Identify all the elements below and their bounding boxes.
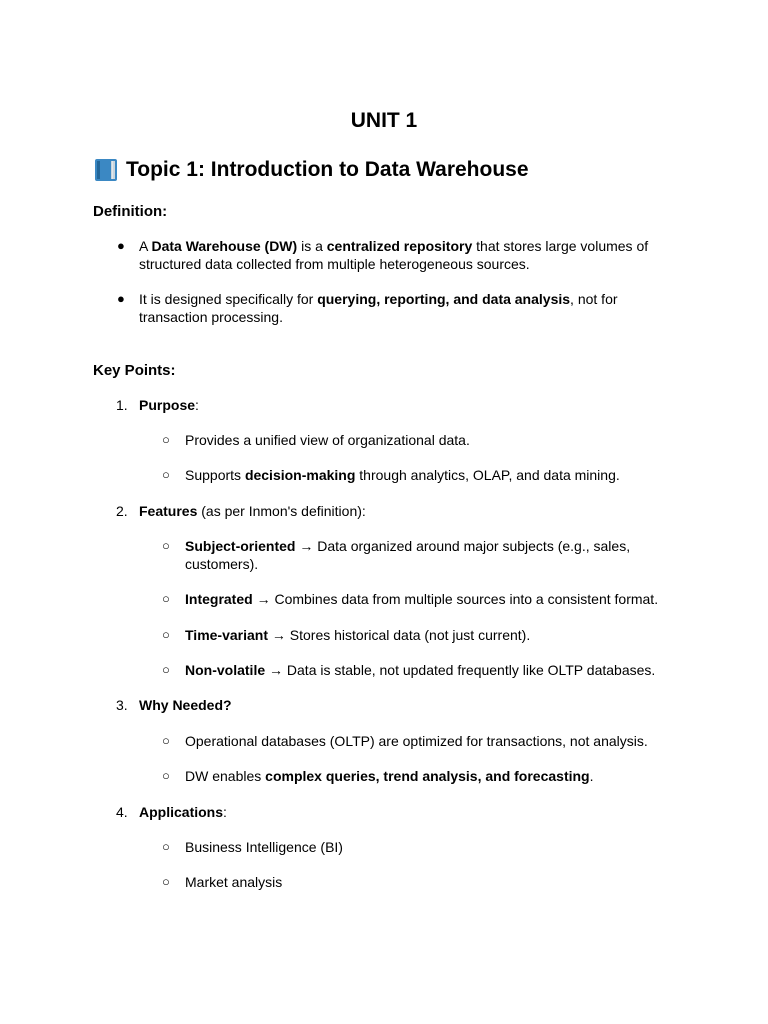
sub-bullet-marker: ○: [162, 627, 170, 642]
bullet-marker: ●: [117, 238, 125, 253]
key-points-heading: Key Points:: [93, 362, 176, 379]
sub-bullet-marker: ○: [162, 874, 170, 889]
sub-bullet-marker: ○: [162, 467, 170, 482]
sub-bullet-marker: ○: [162, 768, 170, 783]
sub-list-item: [162, 626, 682, 644]
sub-list-item: [162, 590, 682, 608]
topic-title-text: Topic 1: Introduction to Data Warehouse: [126, 158, 529, 181]
sub-list-item: [162, 838, 682, 856]
sub-item-text: Subject-oriented → Data organized around major subjects (e.g., sales, customers).: [185, 538, 631, 572]
sub-list-item: [162, 537, 682, 573]
sub-bullet-marker: ○: [162, 432, 170, 447]
sub-list-item: [162, 661, 682, 679]
sub-bullet-marker: ○: [162, 591, 170, 606]
bullet-marker: ●: [117, 291, 125, 306]
item-text: Purpose:: [139, 397, 199, 413]
topic-title: [94, 156, 529, 184]
item-number: 2.: [116, 503, 128, 519]
sub-item-text: Business Intelligence (BI): [185, 839, 343, 855]
sub-item-text: Operational databases (OLTP) are optimized for transactions, not analysis.: [185, 733, 648, 749]
bullet-text: A Data Warehouse (DW) is a centralized repository that stores large volumes of structured data collected from multiple heterogeneous sources.: [139, 238, 649, 272]
sub-bullet-marker: ○: [162, 733, 170, 748]
definition-bullet: [117, 290, 677, 326]
sub-bullet-marker: ○: [162, 839, 170, 854]
sub-item-text: Market analysis: [185, 874, 283, 890]
item-text: Why Needed?: [139, 697, 232, 713]
item-number: 4.: [116, 804, 128, 820]
sub-item-text: Provides a unified view of organizational data.: [185, 432, 470, 448]
numbered-item: [116, 803, 676, 821]
bullet-text: It is designed specifically for querying, reporting, and data analysis, not for transaction processing.: [139, 291, 618, 325]
sub-item-text: Integrated → Combines data from multiple sources into a consistent format.: [185, 591, 659, 607]
sub-list-item: [162, 732, 682, 750]
item-number: 1.: [116, 397, 128, 413]
sub-item-text: Non-volatile → Data is stable, not updated frequently like OLTP databases.: [185, 662, 656, 678]
item-text: Features (as per Inmon's definition):: [139, 503, 366, 519]
numbered-item: [116, 696, 676, 714]
sub-list-item: [162, 431, 682, 449]
sub-bullet-marker: ○: [162, 538, 170, 553]
unit-title: UNIT 1: [350, 109, 418, 132]
numbered-item: [116, 396, 676, 414]
sub-list-item: [162, 466, 682, 484]
item-number: 3.: [116, 697, 128, 713]
sub-list-item: [162, 767, 682, 785]
sub-item-text: Supports decision-making through analytics, OLAP, and data mining.: [185, 467, 620, 483]
numbered-item: [116, 502, 676, 520]
blue-book-icon: [94, 158, 118, 182]
definition-heading: Definition:: [93, 203, 168, 220]
sub-bullet-marker: ○: [162, 662, 170, 677]
sub-list-item: [162, 873, 682, 891]
sub-item-text: Time-variant → Stores historical data (not just current).: [185, 627, 531, 643]
sub-item-text: DW enables complex queries, trend analysis, and forecasting.: [185, 768, 594, 784]
definition-bullet: [117, 237, 677, 273]
item-text: Applications:: [139, 804, 227, 820]
